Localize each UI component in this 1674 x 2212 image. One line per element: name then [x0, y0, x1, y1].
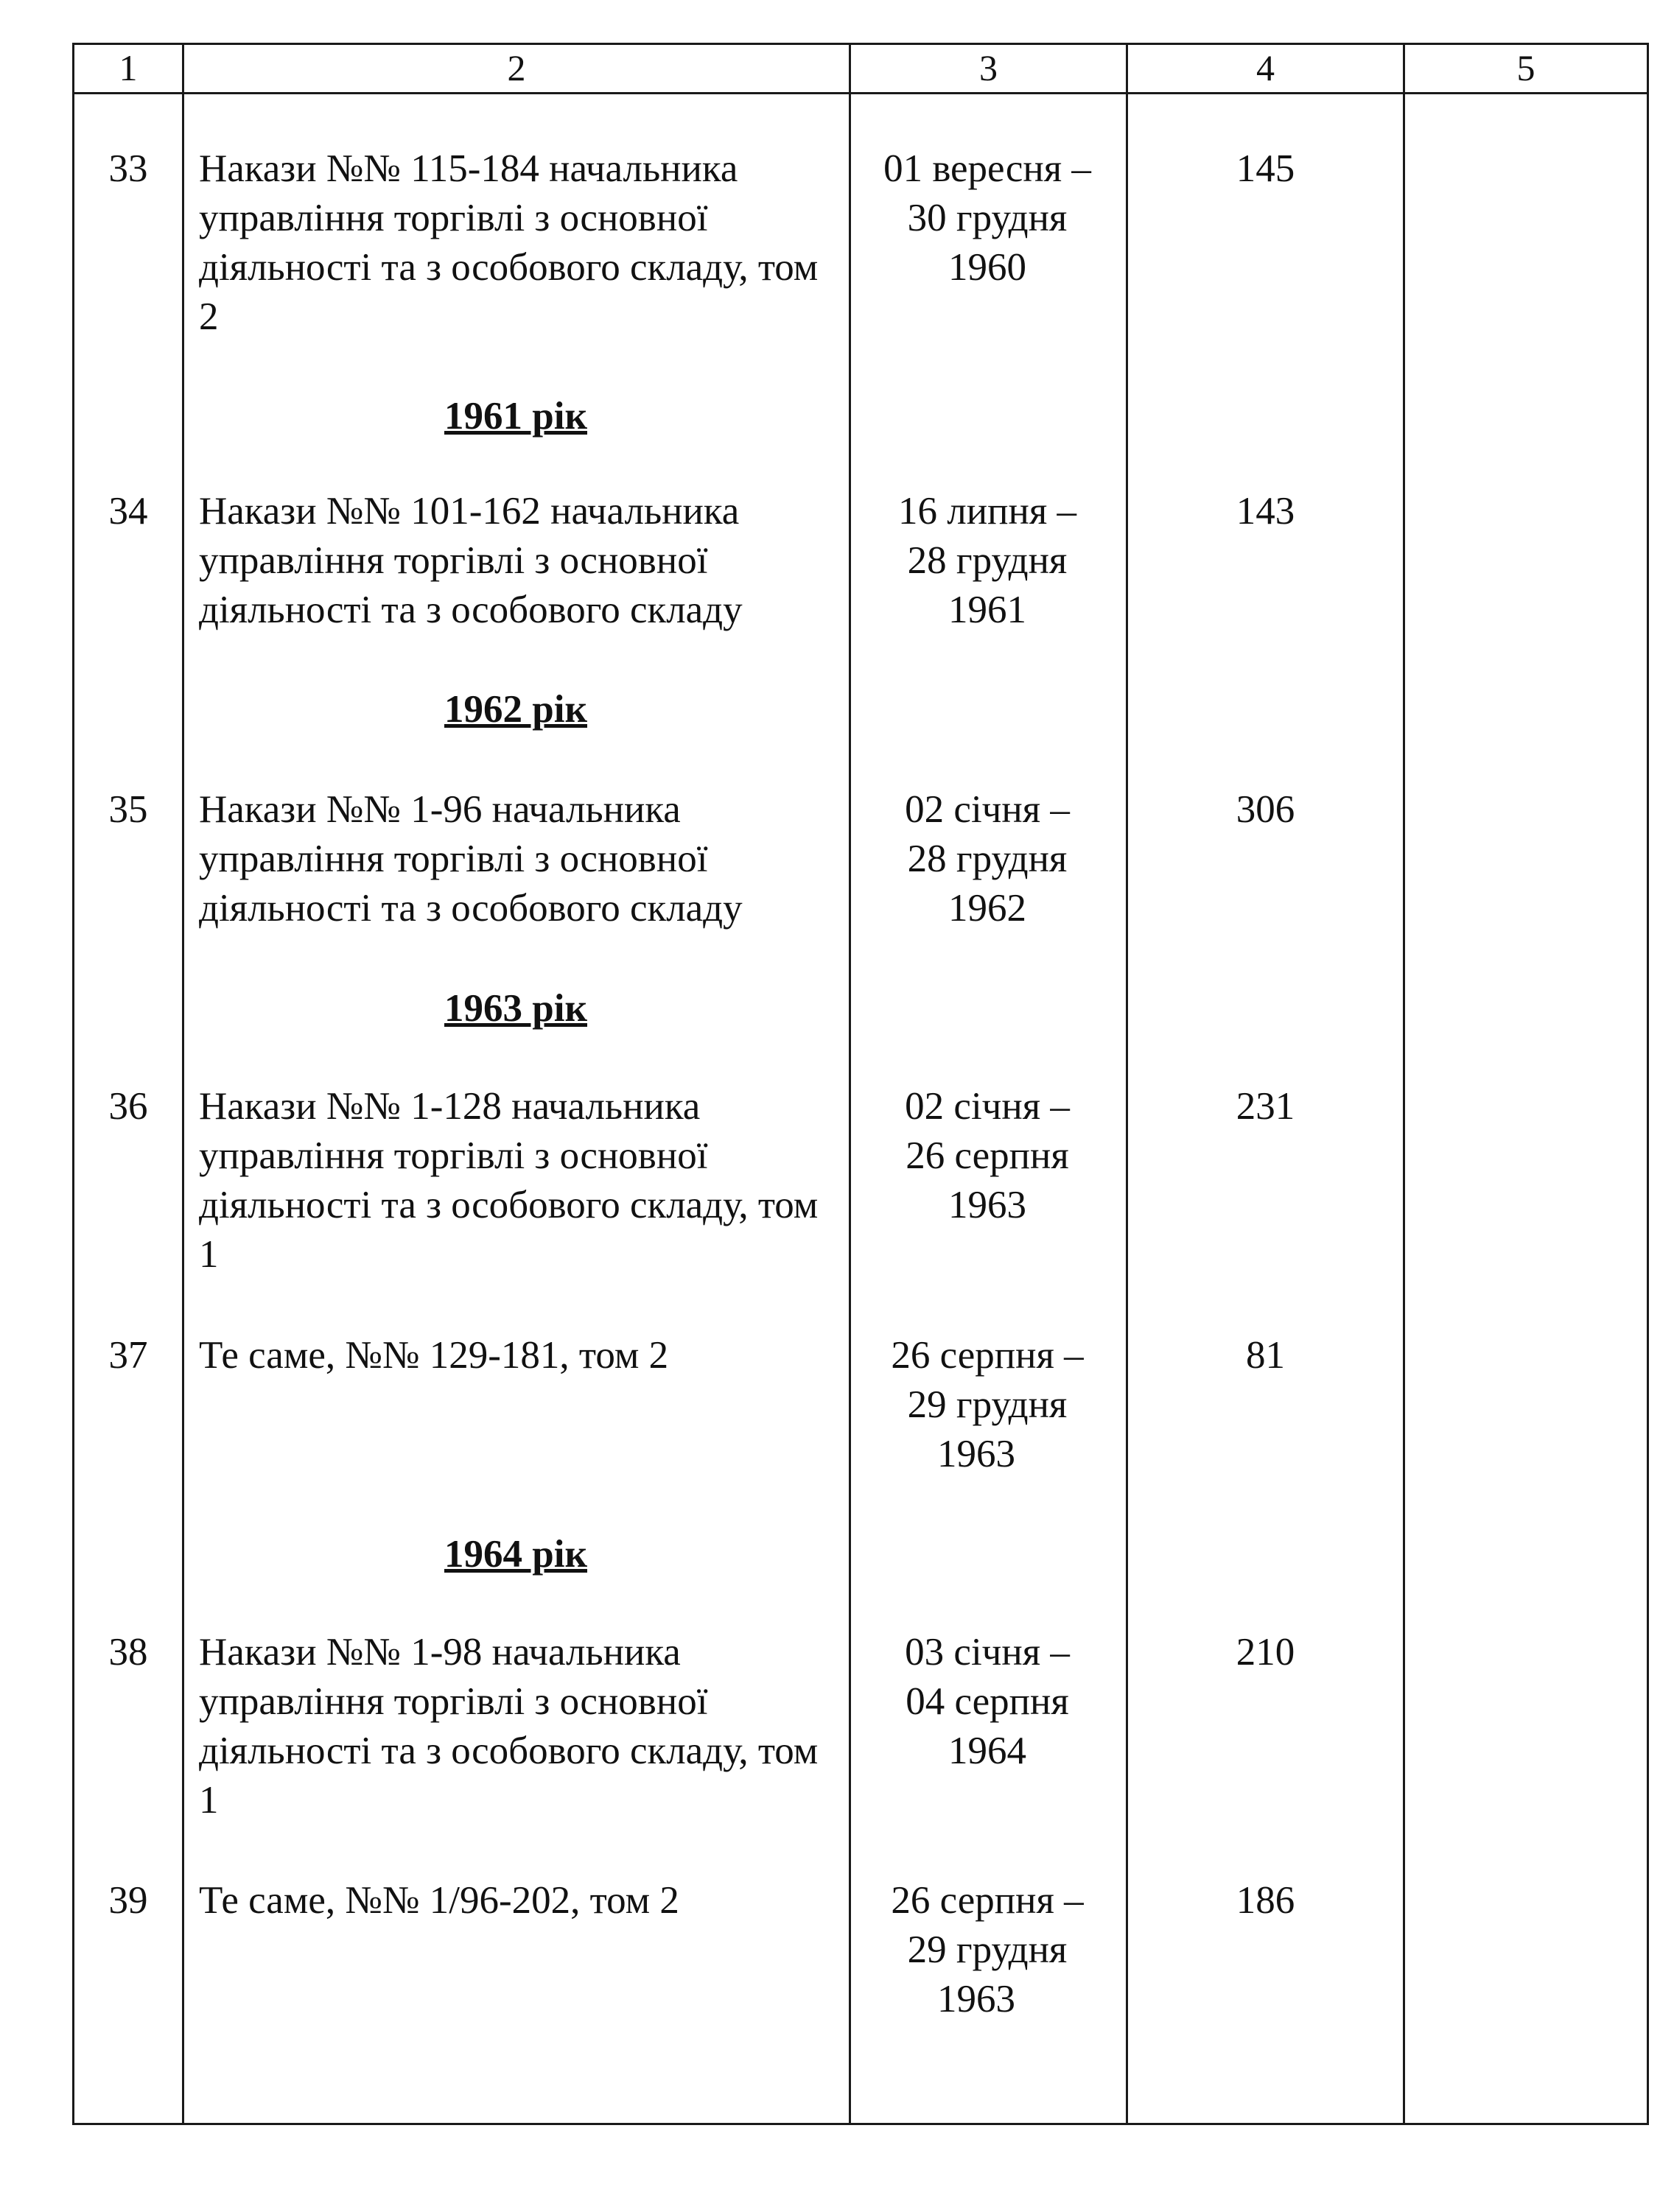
date-year: 1963: [937, 1978, 1015, 2020]
date-start: 02 січня –: [905, 1085, 1070, 1128]
row-pages: 81: [1246, 1334, 1285, 1377]
header-divider: [72, 92, 1649, 94]
row-date: [851, 1876, 1124, 2024]
column-header-1: 1: [119, 47, 138, 88]
date-year: 1961: [948, 589, 1026, 631]
row-pages: 306: [1236, 788, 1295, 831]
row-date: [851, 1628, 1124, 1776]
row-number: 33: [108, 147, 148, 190]
column-header-5: 5: [1516, 47, 1535, 88]
date-year: 1964: [948, 1730, 1026, 1772]
date-end: 04 серпня: [906, 1680, 1069, 1723]
row-number: 36: [108, 1085, 148, 1128]
row-pages: 186: [1236, 1879, 1295, 1922]
year-heading: 1963 рік: [444, 987, 587, 1030]
date-year: 1960: [948, 246, 1026, 289]
column-header-2: 2: [507, 47, 526, 88]
row-title: Те саме, №№ 129-181, том 2: [199, 1334, 669, 1377]
row-pages: 210: [1236, 1631, 1295, 1674]
date-year: 1963: [948, 1184, 1026, 1226]
date-end: 29 грудня: [907, 1928, 1068, 1971]
row-title: Накази №№ 115-184 начальника управління торгівлі з основної діяльності та з особового складу, том 2: [199, 147, 819, 338]
date-start: 02 січня –: [905, 788, 1070, 831]
row-number: 39: [108, 1879, 148, 1922]
row-number: 34: [108, 490, 148, 533]
row-number: 37: [108, 1334, 148, 1377]
row-number: 35: [108, 788, 148, 831]
row-title: Накази №№ 1-128 начальника управління торгівлі з основної діяльності та з особового складу, том 1: [199, 1085, 819, 1276]
date-start: 16 липня –: [898, 490, 1076, 533]
date-end: 29 грудня: [907, 1383, 1068, 1426]
date-start: 26 серпня –: [891, 1334, 1084, 1377]
date-end: 28 грудня: [907, 838, 1068, 880]
row-title: Накази №№ 1-98 начальника управління торгівлі з основної діяльності та з особового складу, том 1: [199, 1631, 819, 1822]
date-start: 01 вересня –: [883, 147, 1091, 190]
row-pages: 231: [1236, 1085, 1295, 1128]
row-number: 38: [108, 1631, 148, 1674]
date-start: 03 січня –: [905, 1631, 1070, 1674]
year-heading: 1961 рік: [444, 395, 587, 438]
date-end: 28 грудня: [907, 539, 1068, 582]
column-header-3: 3: [979, 47, 998, 88]
row-pages: 143: [1236, 490, 1295, 533]
row-date: [851, 1331, 1124, 1479]
row-title: Накази №№ 101-162 начальника управління торгівлі з основної діяльності та з особового складу: [199, 490, 743, 631]
date-year: 1963: [937, 1433, 1015, 1475]
row-date: [851, 785, 1124, 933]
date-start: 26 серпня –: [891, 1879, 1084, 1922]
row-date: [851, 487, 1124, 635]
year-heading: 1962 рік: [444, 688, 587, 731]
date-end: 26 серпня: [906, 1134, 1069, 1177]
row-date: [851, 1082, 1124, 1230]
column-header-4: 4: [1256, 47, 1275, 88]
row-pages: 145: [1236, 147, 1295, 190]
year-heading: 1964 рік: [444, 1533, 587, 1576]
row-title: Накази №№ 1-96 начальника управління торгівлі з основної діяльності та з особового складу: [199, 788, 743, 930]
row-title: Те саме, №№ 1/96-202, том 2: [199, 1879, 679, 1922]
date-end: 30 грудня: [907, 197, 1068, 239]
date-year: 1962: [948, 887, 1026, 930]
row-date: [851, 144, 1124, 292]
